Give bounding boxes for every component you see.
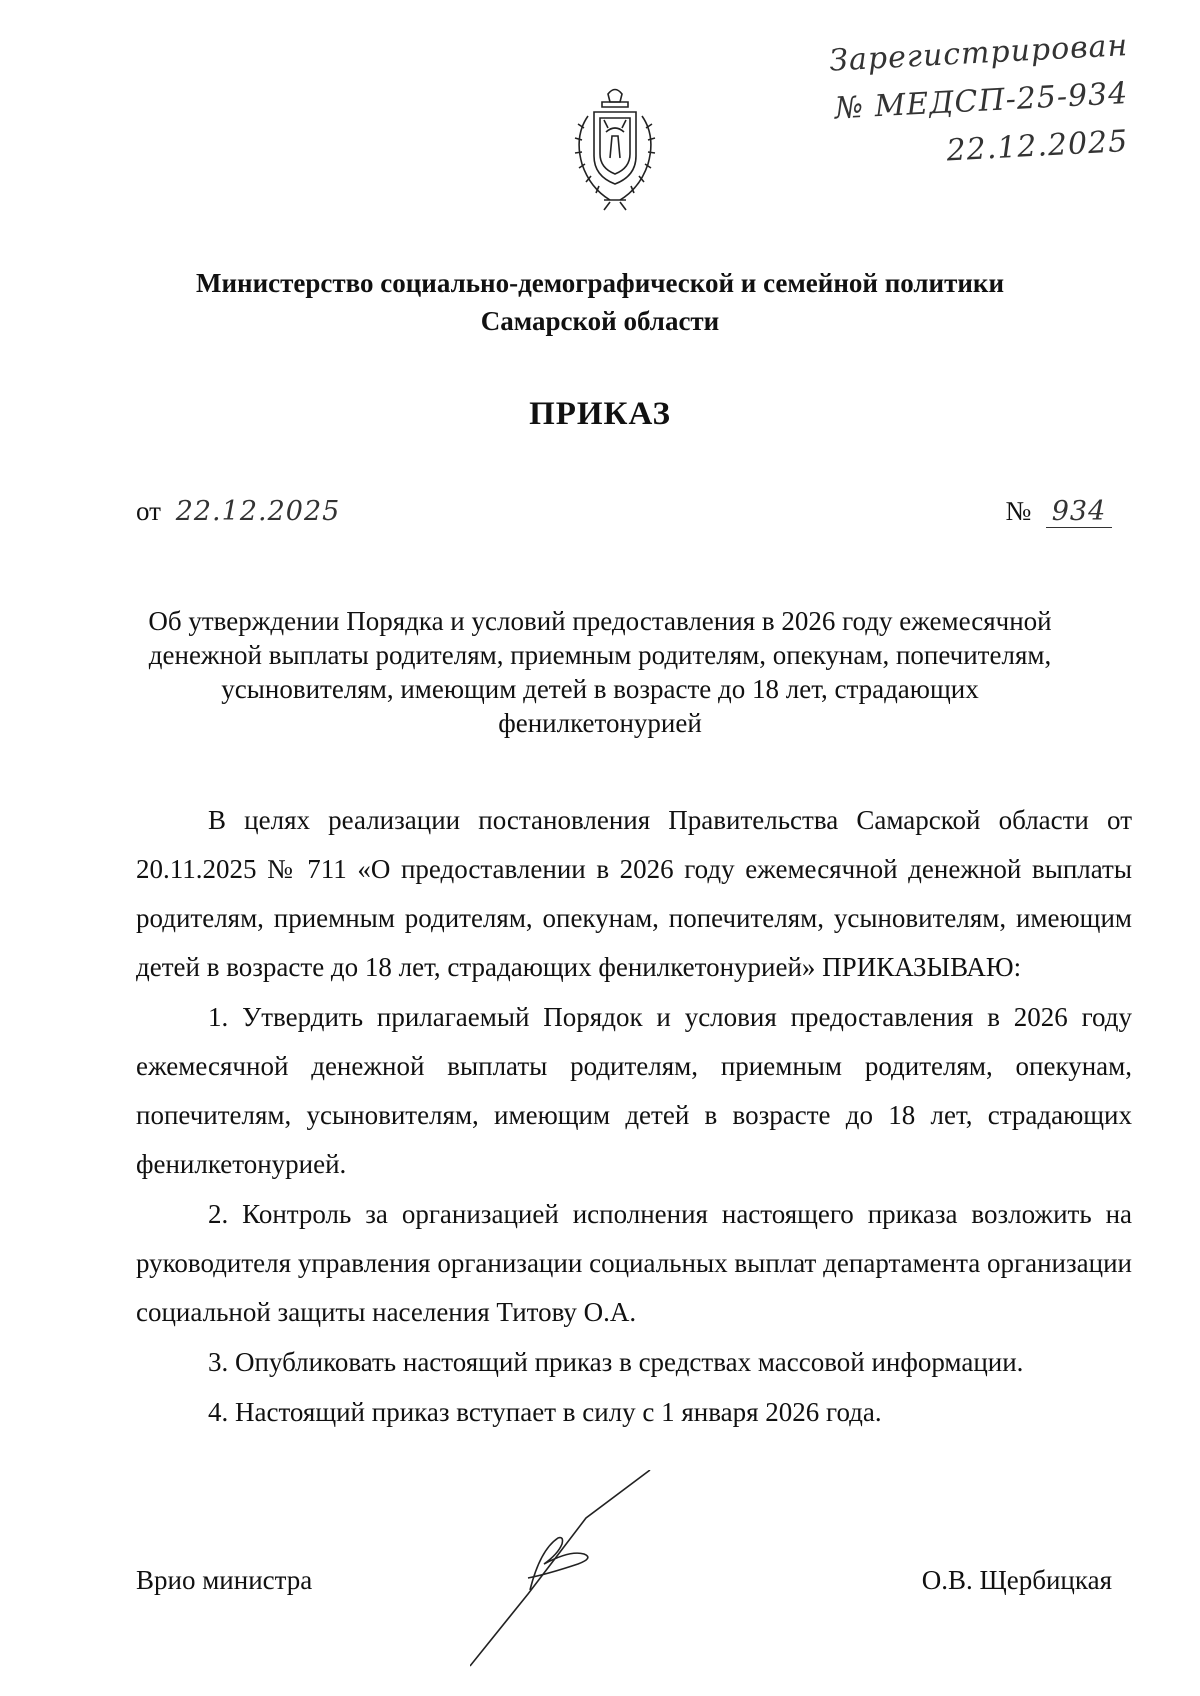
ministry-header — [0, 264, 1200, 340]
ministry-name-line-2: Самарской области — [480, 306, 720, 336]
registration-line-3: 22.12.2025 — [945, 124, 1129, 169]
item-1-paragraph: 1. Утвердить прилагаемый Порядок и условия предоставления в 2026 году ежемесячной денежной выплаты родителям, приемным родителям, опекунам, попечителям, усыновителям, имеющим детей в возрасте до 18 лет, страдающих фенилкетонурией. — [136, 1002, 1132, 1179]
preamble-paragraph: В целях реализации постановления Правительства Самарской области от 20.11.2025 № 711 «О предоставлении в 2026 году ежемесячной денежной выплаты родителям, приемным родителям, опекунам, попечителям, усыновителям, имеющим детей в возрасте до 18 лет, страдающих фенилкетонурией» ПРИКАЗЫВАЮ: — [136, 805, 1132, 982]
item-3-paragraph: 3. Опубликовать настоящий приказ в средствах массовой информации. — [208, 1347, 1024, 1377]
coat-of-arms-icon — [560, 84, 670, 216]
number-prefix: № — [1005, 496, 1032, 526]
subject-line-2: денежной выплаты родителям, приемным родителям, опекунам, попечителям, — [148, 640, 1052, 670]
registration-line-2: № МЕДСП-25-934 — [833, 76, 1129, 127]
order-body — [136, 796, 1132, 1437]
document-title: ПРИКАЗ — [529, 396, 671, 432]
number-value: 934 — [1046, 496, 1112, 528]
order-date — [136, 496, 340, 527]
item-2-paragraph: 2. Контроль за организацией исполнения настоящего приказа возложить на руководителя управления организации социальных выплат департамента организации социальной защиты населения Титову О.А. — [136, 1199, 1132, 1327]
subject-line-4: фенилкетонурией — [498, 708, 702, 738]
subject-line-3: усыновителям, имеющим детей в возрасте до 18 лет, страдающих — [221, 674, 979, 704]
subject-line-1: Об утверждении Порядка и условий предоставления в 2026 году ежемесячной — [148, 606, 1052, 636]
signatory-position: Врио министра — [136, 1565, 313, 1595]
item-4-paragraph: 4. Настоящий приказ вступает в силу с 1 января 2026 года. — [208, 1397, 882, 1427]
handwritten-signature-icon — [470, 1470, 700, 1670]
registration-stamp — [828, 22, 1129, 169]
signatory-name: О.В. Щербицкая — [921, 1565, 1112, 1595]
date-prefix: от — [136, 496, 161, 526]
order-number — [1005, 496, 1112, 528]
date-value: 22.12.2025 — [175, 496, 341, 527]
registration-line-1: Зарегистрирован — [828, 28, 1129, 79]
order-subject — [140, 604, 1060, 740]
ministry-name-line-1: Министерство социально-демографической и семейной политики — [195, 268, 1005, 298]
